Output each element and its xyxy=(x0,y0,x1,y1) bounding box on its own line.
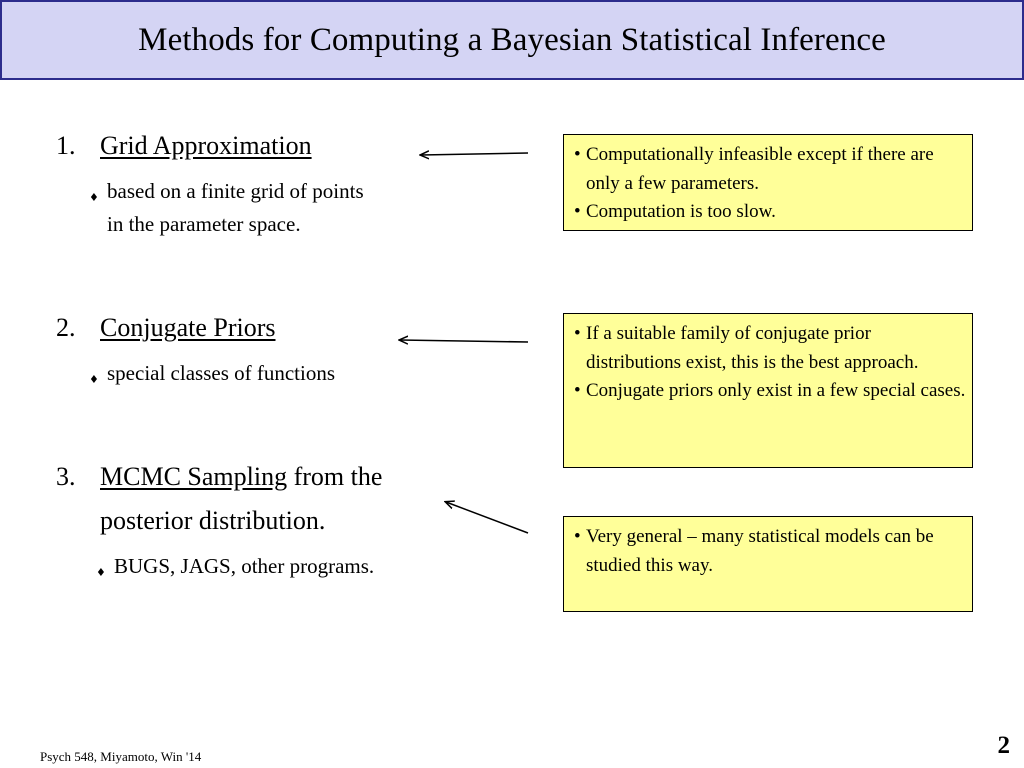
note-item: • Conjugate priors only exist in a few special cases. xyxy=(574,377,966,406)
bullet-dot-icon: • xyxy=(574,144,581,165)
detail-line: based on a finite grid of points xyxy=(107,179,364,203)
note-item: • Computationally infeasible except if there are only a few parameters. xyxy=(574,141,966,198)
footer-text: Psych 548, Miyamoto, Win '14 xyxy=(40,749,202,764)
detail-line: BUGS, JAGS, other programs. xyxy=(114,554,375,578)
page-number: 2 xyxy=(997,732,1010,759)
note-item: • Very general – many statistical models can be studied this way. xyxy=(574,523,966,580)
detail-line: special classes of functions xyxy=(107,361,336,385)
bullet-dot-icon: • xyxy=(574,526,581,547)
diamond-bullet-icon: ♦ xyxy=(89,191,99,204)
method-number: 3. xyxy=(56,462,76,491)
method-name: MCMC Sampling xyxy=(100,462,288,491)
slide-title: Methods for Computing a Bayesian Statistical Inference xyxy=(138,21,886,58)
method-name-suffix: from the xyxy=(293,462,383,491)
note-item: • Computation is too slow. xyxy=(574,198,966,227)
method-name-continued: posterior distribution. xyxy=(100,506,326,535)
method-number: 2. xyxy=(56,313,76,342)
arrow-icon xyxy=(446,502,528,533)
method-name: Grid Approximation xyxy=(100,131,312,160)
bullet-dot-icon: • xyxy=(574,380,581,401)
arrow-icon xyxy=(400,340,528,342)
diamond-bullet-icon: ♦ xyxy=(89,373,99,386)
method-number: 1. xyxy=(56,131,76,160)
detail-line: in the parameter space. xyxy=(107,212,301,236)
bullet-dot-icon: • xyxy=(574,201,581,222)
arrow-icon xyxy=(421,153,528,155)
bullet-dot-icon: • xyxy=(574,323,581,344)
note-item: • If a suitable family of conjugate prior distributions exist, this is the best approach. xyxy=(574,320,966,377)
method-name: Conjugate Priors xyxy=(100,313,276,342)
diamond-bullet-icon: ♦ xyxy=(96,566,106,579)
